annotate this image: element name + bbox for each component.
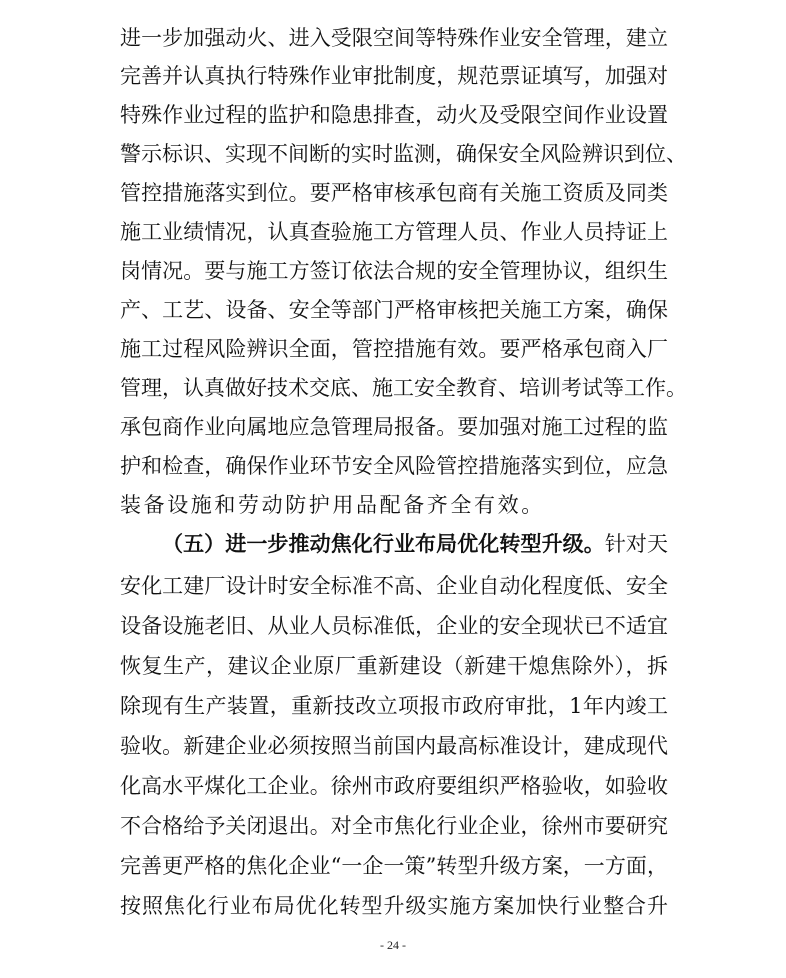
line-text: 施工过程风险辨识全面，管控措施有效。要严格承包商入厂 (120, 337, 669, 361)
paragraph-line (0, 644, 786, 688)
paragraph-line (0, 724, 786, 768)
paragraph-line (0, 444, 786, 488)
paragraph-line (0, 804, 786, 848)
line-text: 验收。新建企业必须按照当前国内最高标准设计，建成现代 (120, 734, 669, 758)
paragraph-line (0, 210, 786, 254)
paragraph-line (0, 171, 786, 215)
paragraph-line (0, 132, 786, 176)
line-text: 恢复生产，建议企业原厂重新建设（新建干熄焦除外），拆 (120, 654, 669, 678)
line-text: 施工业绩情况，认真查验施工方管理人员、作业人员持证上 (120, 220, 669, 244)
line-text: 护和检查，确保作业环节安全风险管控措施落实到位，应急 (120, 454, 669, 478)
paragraph-line (0, 54, 786, 98)
line-text: 安化工建厂设计时安全标准不高、企业自动化程度低、安全 (120, 574, 669, 598)
line-text: 管控措施落实到位。要严格审核承包商有关施工资质及同类 (120, 181, 669, 205)
paragraph-line (0, 564, 786, 608)
paragraph-line (0, 604, 786, 648)
line-text: 按照焦化行业布局优化转型升级实施方案加快行业整合升 (120, 894, 669, 918)
paragraph-line (0, 405, 786, 449)
line-text: 产、工艺、设备、安全等部门严格审核把关施工方案，确保 (120, 298, 669, 322)
line-text: 化高水平煤化工企业。徐州市政府要组织严格验收，如验收 (120, 774, 669, 798)
section-heading: （五）进一步推动焦化行业布局优化转型升级。 (162, 531, 605, 556)
paragraph-line (0, 93, 786, 137)
paragraph-line (0, 684, 786, 728)
paragraph-line (0, 366, 786, 410)
line-text: 管理，认真做好技术交底、施工安全教育、培训考试等工作。 (120, 376, 687, 400)
section-heading-line (0, 522, 786, 566)
line-text: 特殊作业过程的监护和隐患排查，动火及受限空间作业设置 (120, 103, 669, 127)
line-text: 除现有生产装置，重新技改立项报市政府审批，1年内竣工 (120, 694, 669, 718)
paragraph-line (0, 844, 786, 888)
paragraph-line (0, 288, 786, 332)
line-text: 岗情况。要与施工方签订依法合规的安全管理协议，组织生 (120, 259, 669, 283)
paragraph-line (0, 249, 786, 293)
line-text: 装备设施和劳动防护用品配备齐全有效。 (120, 493, 545, 517)
line-text: 承包商作业向属地应急管理局报备。要加强对施工过程的监 (120, 415, 669, 439)
line-text: 完善并认真执行特殊作业审批制度，规范票证填写，加强对 (120, 64, 669, 88)
paragraph-line (0, 764, 786, 808)
paragraph-line (0, 483, 786, 527)
line-text: 不合格给予关闭退出。对全市焦化行业企业，徐州市要研究 (120, 814, 669, 838)
line-text: 完善更严格的焦化企业“一企一策”转型升级方案，一方面， (120, 854, 669, 878)
page-number: - 24 - (380, 938, 406, 952)
line-text: 进一步加强动火、进入受限空间等特殊作业安全管理，建立 (120, 26, 669, 50)
paragraph-line (0, 884, 786, 928)
line-text: 设备设施老旧、从业人员标准低，企业的安全现状已不适宜 (120, 614, 669, 638)
line-text: 针对天 (604, 532, 669, 556)
line-text: 警示标识、实现不间断的实时监测，确保安全风险辨识到位、 (120, 142, 687, 166)
paragraph-line (0, 327, 786, 371)
